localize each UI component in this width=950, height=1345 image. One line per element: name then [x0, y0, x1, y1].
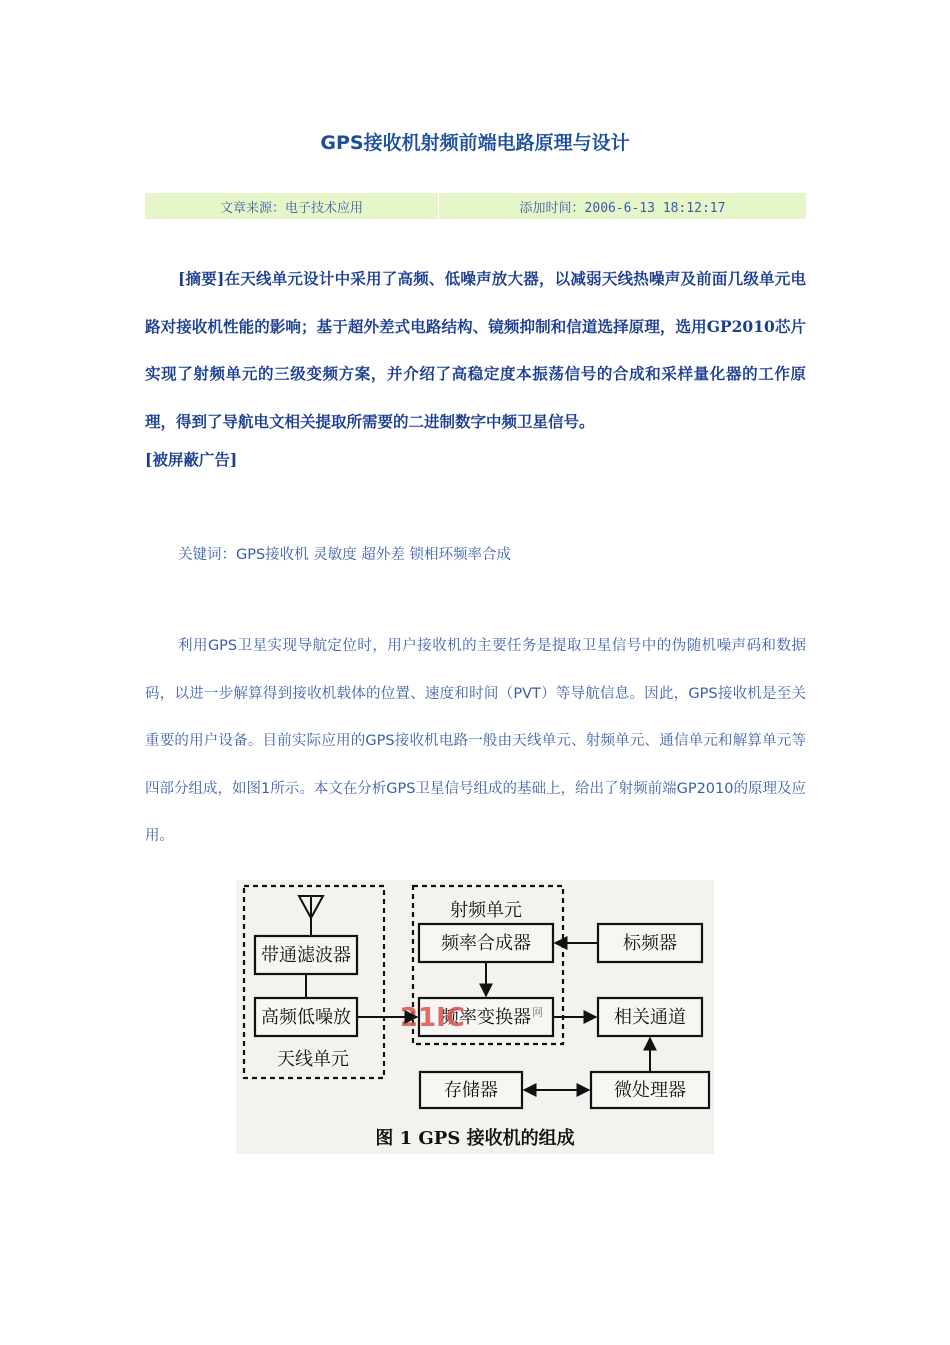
article-body-paragraph: 利用GPS卫星实现导航定位时，用户接收机的主要任务是提取卫星信号中的伪随机噪声码和数据码，以进一步解算得到接收机载体的位置、速度和时间（PVT）等导航信息。因此，GPS接收机是至关重要的用户设备。目前实际应用的GPS接收机电路一般由天线单元、射频单元、通信单元和解算单元等四部分组成，如图1所示。本文在分析GPS卫星信号组成的基础上，给出了射频前端GP2010的原理及应用。	[145, 638, 806, 844]
block-microprocessor-label: 微处理器	[614, 1080, 686, 1101]
rf-unit-label: 射频单元	[450, 900, 522, 921]
article-added-time: 添加时间：2006-6-13 18:12:17	[519, 200, 726, 216]
article-title: GPS接收机射频前端电路原理与设计	[320, 132, 630, 154]
antenna-unit-label: 天线单元	[277, 1049, 349, 1070]
figure-gps-receiver-diagram	[236, 880, 714, 1154]
article-keywords: 关键词：GPS接收机 灵敏度 超外差 锁相环频率合成	[178, 547, 512, 563]
block-correlation-label: 相关通道	[614, 1007, 686, 1028]
diagram-svg	[236, 880, 714, 1154]
figure-caption: 图 1 GPS 接收机的组成	[375, 1128, 575, 1149]
block-freq-synth-label: 频率合成器	[441, 933, 531, 954]
antenna-icon	[299, 896, 323, 936]
block-bandpass-filter-label: 带通滤波器	[261, 945, 351, 966]
article-meta-bar	[145, 193, 806, 219]
watermark-21ic: 21IC	[400, 1003, 465, 1033]
watermark-suffix: 网	[532, 1006, 543, 1019]
block-memory-label: 存储器	[444, 1080, 498, 1101]
blocked-ad-notice: [被屏蔽广告]	[145, 450, 238, 469]
block-hf-lna-label: 高频低噪放	[261, 1007, 351, 1028]
block-freq-converter-label: 频率变换器	[441, 1007, 531, 1028]
article-source: 文章来源：电子技术应用	[145, 193, 439, 219]
article-abstract: [摘要]在天线单元设计中采用了高频、低噪声放大器，以减弱天线热噪声及前面几级单元电路对接收机性能的影响；基于超外差式电路结构、镜频抑制和信道选择原理，选用GP2010芯片实现了射频单元的三级变频方案，并介绍了高稳定度本振荡信号的合成和采样量化器的工作原理，得到了导航电文相关提取所需要的二进制数字中频卫星信号。	[145, 269, 806, 431]
block-ref-freq-label: 标频器	[623, 933, 677, 954]
